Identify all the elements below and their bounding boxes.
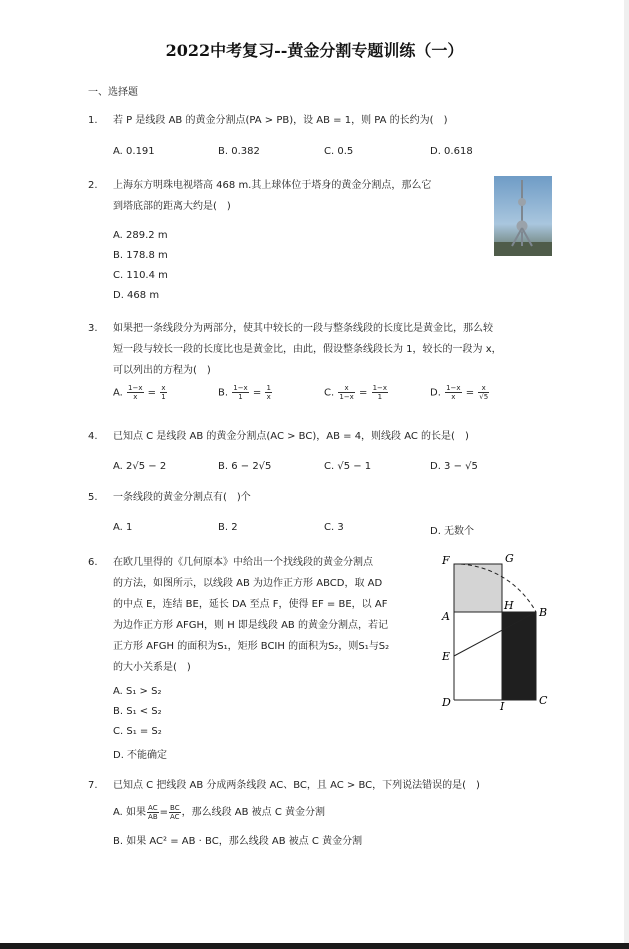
question-1-text <box>113 110 558 131</box>
section-heading: 一、选择题 <box>88 87 138 98</box>
question-1-option-c: C. 0.5 <box>324 146 354 157</box>
question-6-line-1: 在欧几里得的《几何原本》中给出一个找线段的黄金分割点 <box>113 557 373 568</box>
question-7-text <box>113 775 558 796</box>
question-2-option-c: C. 110.4 m <box>113 270 168 281</box>
question-3-text <box>113 318 558 381</box>
question-5-text <box>113 487 558 508</box>
label-h: H <box>504 599 514 612</box>
question-4-option-d: D. 3 − √5 <box>430 461 478 472</box>
question-6-line-2: 的方法，如图所示，以线段 AB 为边作正方形 ABCD，取 AD <box>113 578 383 589</box>
label-d: D <box>442 696 451 709</box>
question-5-option-c: C. 3 <box>324 522 344 533</box>
question-6-line-4: 为边作正方形 AFGH，则 H 即是线段 AB 的黄金分割点，若记 <box>113 620 388 631</box>
tower-photo <box>494 176 552 256</box>
question-3-line-1: 如果把一条线段分为两部分，使其中较长的一段与整条线段的长度比是黄金比，那么较 <box>113 323 493 334</box>
question-4-option-c: C. √5 − 1 <box>324 461 372 472</box>
golden-section-figure <box>438 550 556 710</box>
question-3-option-a: A. $\frac{1-x}{x}$ = $\frac{x}{1}$ <box>113 384 166 401</box>
question-6-option-b: B. S₁ < S₂ <box>113 706 162 717</box>
question-6-number: 6. <box>88 557 98 568</box>
question-2-line-2: 到塔底部的距离大约是( ) <box>113 201 231 212</box>
question-1-line: 若 P 是线段 AB 的黄金分割点(PA > PB)，设 AB = 1，则 PA 的长约为( ) <box>113 115 448 126</box>
question-6-option-a: A. S₁ > S₂ <box>113 686 162 697</box>
question-3-line-2: 短一段与较长一段的长度比也是黄金比，由此，假设整条线段长为 1，较长的一段为 x， <box>113 344 502 355</box>
right-edge-shadow <box>624 0 629 949</box>
question-4-number: 4. <box>88 431 98 442</box>
question-6-text <box>113 552 431 678</box>
question-6-line-6: 的大小关系是( ) <box>113 662 191 673</box>
question-3-option-d: D. $\frac{1-x}{x}$ = $\frac{x}{√5}$ <box>430 384 489 401</box>
label-c: C <box>539 694 548 707</box>
question-2-number: 2. <box>88 180 98 191</box>
label-f: F <box>442 554 450 567</box>
label-a: A <box>442 610 450 623</box>
question-2-option-a: A. 289.2 m <box>113 230 168 241</box>
question-6-line-3: 的中点 E，连结 BE，延长 DA 至点 F，使得 EF = BE，以 AF <box>113 599 388 610</box>
question-1-option-a: A. 0.191 <box>113 146 155 157</box>
question-1-number: 1. <box>88 115 98 126</box>
label-g: G <box>505 552 514 565</box>
label-i: I <box>500 700 505 710</box>
question-7-number: 7. <box>88 780 98 791</box>
question-5-option-a: A. 1 <box>113 522 133 533</box>
label-e: E <box>442 650 451 663</box>
question-1-option-b: B. 0.382 <box>218 146 260 157</box>
question-7-option-a: A. 如果 $\frac{AC}{AB}$ = $\frac{BC}{AC}$ ，那么线段 AB 被点 C 黄金分割 <box>113 803 325 821</box>
question-3-number: 3. <box>88 323 98 334</box>
question-4-option-b: B. 6 − 2√5 <box>218 461 272 472</box>
question-4-line: 已知点 C 是线段 AB 的黄金分割点(AC > BC)，AB = 4，则线段 AC 的长是( ) <box>113 431 469 442</box>
question-7-option-b: B. 如果 AC² = AB · BC，那么线段 AB 被点 C 黄金分割 <box>113 836 363 847</box>
question-6-option-c: C. S₁ = S₂ <box>113 726 162 737</box>
question-5-option-d: D. 无数个 <box>430 526 475 537</box>
question-4-option-a: A. 2√5 − 2 <box>113 461 167 472</box>
question-6-line-5: 正方形 AFGH 的面积为S₁，矩形 BCIH 的面积为S₂，则S₁与S₂ <box>113 641 390 652</box>
question-3-line-3: 可以列出的方程为( ) <box>113 365 211 376</box>
question-2-line-1: 上海东方明珠电视塔高 468 m.其上球体位于塔身的黄金分割点，那么它 <box>113 180 432 191</box>
question-7-line: 已知点 C 把线段 AB 分成两条线段 AC、BC，且 AC > BC，下列说法错误的是( ) <box>113 780 480 791</box>
question-4-text <box>113 426 558 447</box>
question-3-option-b: B. $\frac{1-x}{1}$ = $\frac{1}{x}$ <box>218 384 271 401</box>
question-2-option-b: B. 178.8 m <box>113 250 168 261</box>
bottom-border <box>0 943 629 949</box>
page-title: 2022中考复习--黄金分割专题训练（一） <box>165 41 464 60</box>
question-3-option-c: C. $\frac{x}{1-x}$ = $\frac{1-x}{1}$ <box>324 384 388 401</box>
question-5-line: 一条线段的黄金分割点有( )个 <box>113 492 251 503</box>
question-2-text <box>113 175 493 217</box>
label-b: B <box>539 606 548 619</box>
question-2-option-d: D. 468 m <box>113 290 160 301</box>
question-6-option-d: D. 不能确定 <box>113 750 168 761</box>
question-5-option-b: B. 2 <box>218 522 238 533</box>
question-5-number: 5. <box>88 492 98 503</box>
question-1-option-d: D. 0.618 <box>430 146 473 157</box>
